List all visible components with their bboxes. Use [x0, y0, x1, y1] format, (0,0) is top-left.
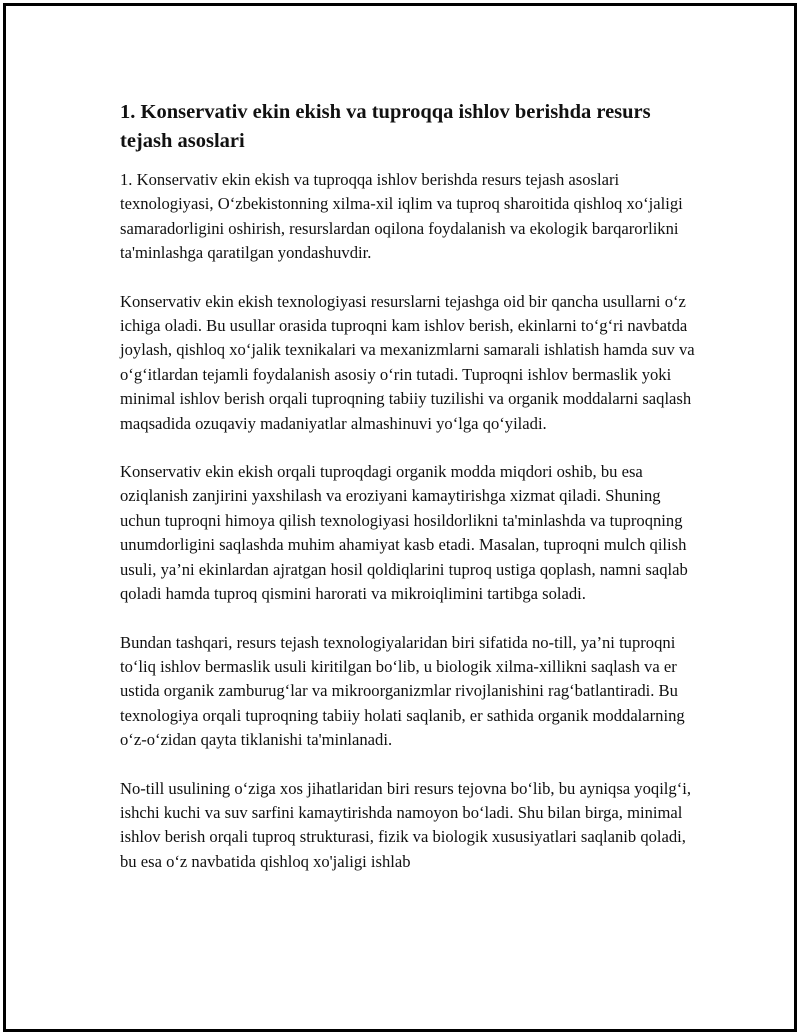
paragraph-2: Konservativ ekin ekish texnologiyasi resurslarni tejashga oid bir qancha usullarni o‘z ichiga oladi. Bu usullar orasida tuproqni kam ishlov berish, ekinlarni to‘g‘ri navbatda joylash, qishloq xo‘jalik texnikalari va mexanizmlarni samarali ishlatish hamda suv va o‘g‘itlardan tejamli foydalanish asosiy o‘rin tutadi. Tuproqni ishlov bermaslik yoki minimal ishlov berish orqali tuproqning tabiiy tuzilishi va organik moddalarni saqlash maqsadida ozuqaviy madaniyatlar almashinuvi yo‘lga qo‘yiladi.: [120, 291, 695, 433]
paragraph-4: Bundan tashqari, resurs tejash texnologiyalaridan biri sifatida no-till, ya’ni tuproqni to‘liq ishlov bermaslik usuli kiritilgan bo‘lib, u biologik xilma-xillikni saqlash va er ustida organik zamburug‘lar va mikroorganizmlar rivojlanishini rag‘batlantiradi. Bu texnologiya orqali tuproqning tabiiy holati saqlanib, er sathida organik moddalarning o‘z-o‘zidan qayta tiklanishi ta'minlanadi.: [120, 632, 685, 750]
document-title: 1. Konservativ ekin ekish va tuproqqa ishlov berishda resurs tejash asoslari: [120, 101, 651, 152]
paragraph-1: 1. Konservativ ekin ekish va tuproqqa ishlov berishda resurs tejash asoslari texnologiyasi, O‘zbekistonning xilma-xil iqlim va tuproq sharoitida qishloq xo‘jaligi samaradorligini oshirish, resurslardan oqilona foydalanish va ekologik barqarorlikni ta'minlashga qaratilgan yondashuvdir.: [120, 170, 683, 263]
document-body: [120, 98, 700, 898]
page-frame: [3, 3, 797, 1032]
paragraph-5: No-till usulining o‘ziga xos jihatlaridan biri resurs tejovna bo‘lib, bu ayniqsa yoqilg‘i, ishchi kuchi va suv sarfini kamaytirishda namoyon bo‘ladi. Shu bilan birga, minimal ishlov berish orqali tuproq strukturasi, fizik va biologik xususiyatlari saqlanib qoladi, bu esa o‘z navbatida qishloq xo'jaligi ishlab: [120, 778, 692, 871]
paragraph-3: Konservativ ekin ekish orqali tuproqdagi organik modda miqdori oshib, bu esa oziqlanish zanjirini yaxshilash va eroziyani kamaytirishga xizmat qiladi. Shuning uchun tuproqni himoya qilish texnologiyasi hosildorlikni ta'minlashda va tuproqning unumdorligini saqlashda muhim ahamiyat kasb etadi. Masalan, tuproqni mulch qilish usuli, ya’ni ekinlardan ajratgan hosil qoldiqlarini tuproq ustiga qoplash, namni saqlab qoladi hamda tuproq qismini harorati va mikroiqlimini tartibga soladi.: [120, 462, 688, 604]
